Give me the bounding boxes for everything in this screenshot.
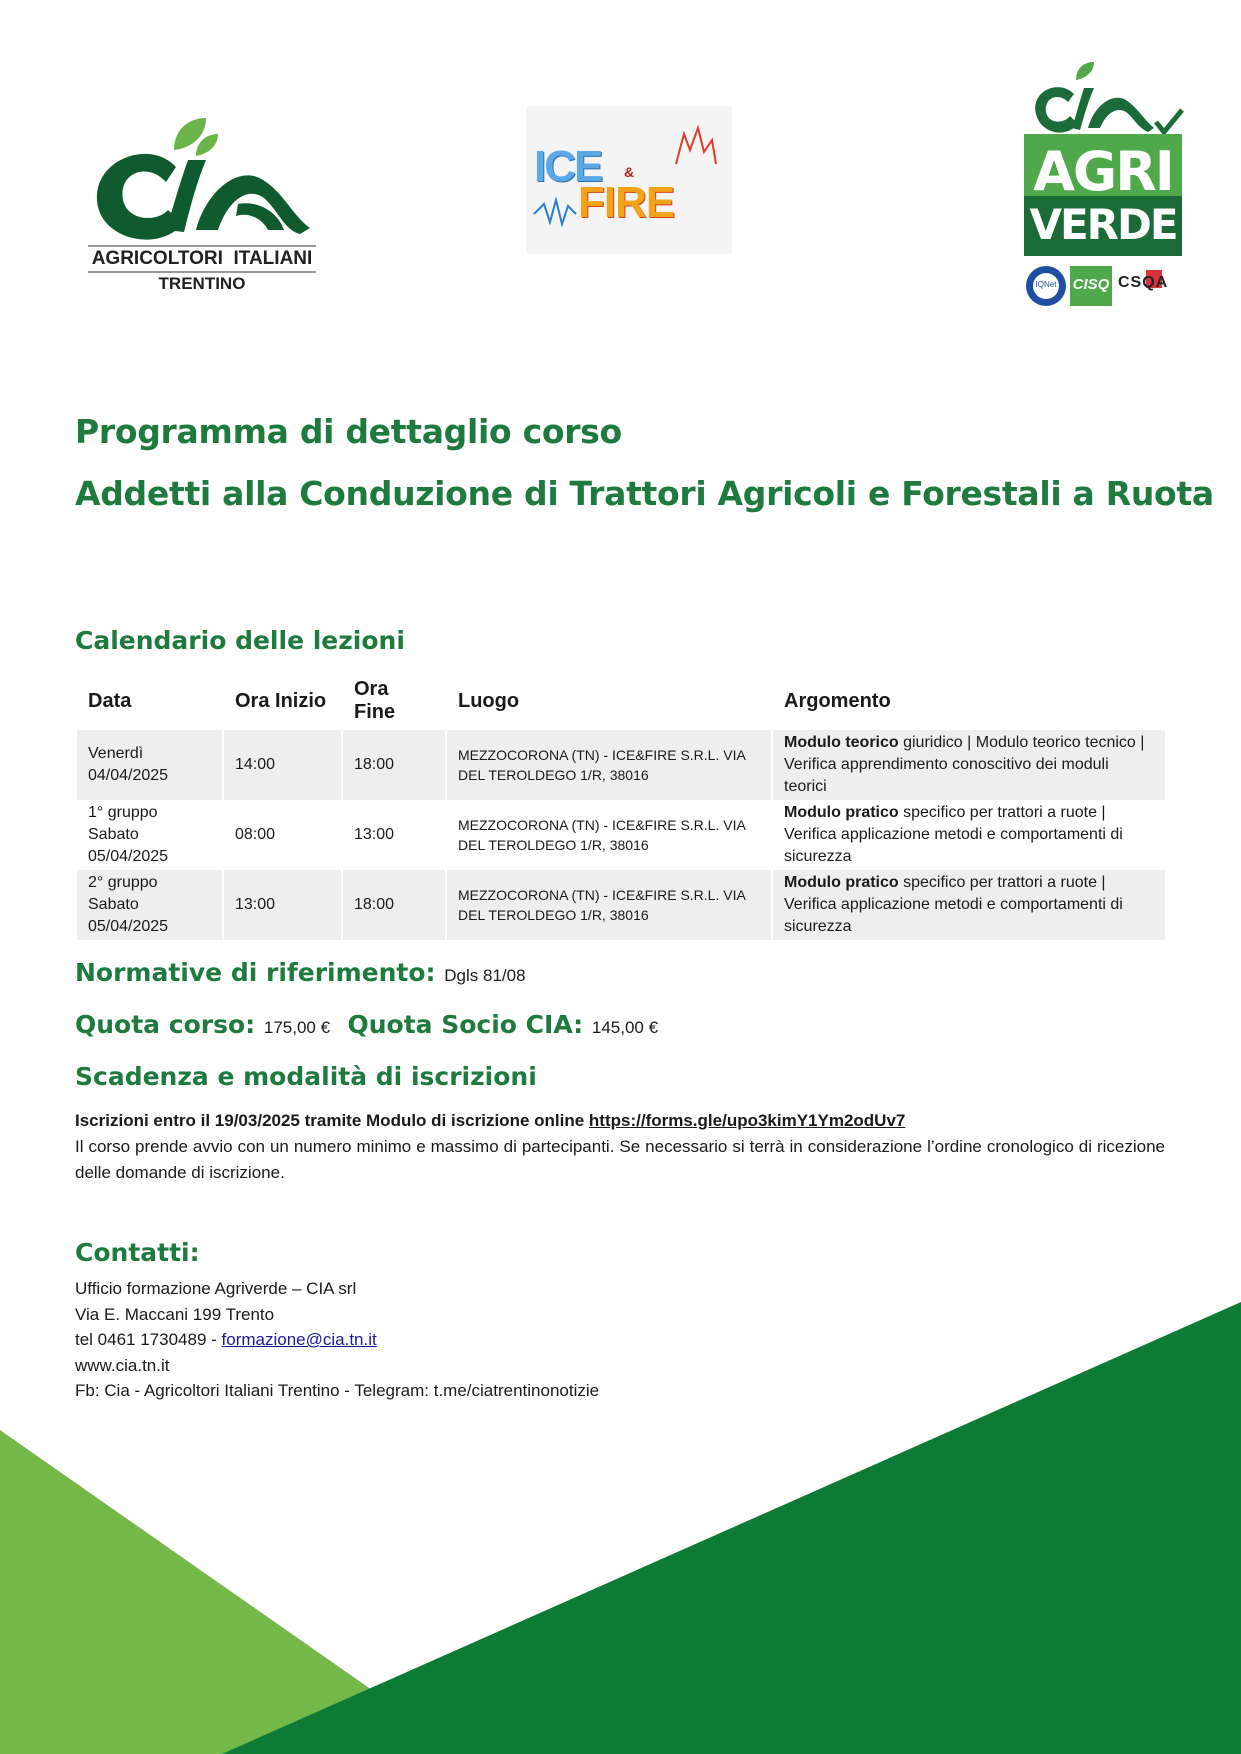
argomento-text: specifico per trattori a ruote | Verifica applicazione metodi e comportamenti di sicurezza bbox=[784, 804, 1123, 865]
cell-luogo: MEZZOCORONA (TN) - ICE&FIRE S.R.L. VIA DEL TEROLDEGO 1/R, 38016 bbox=[458, 817, 746, 853]
icefire-word-fire: FIRE bbox=[578, 178, 675, 227]
table-row bbox=[77, 800, 1165, 870]
contact-address: Via E. Maccani 199 Trento bbox=[75, 1304, 275, 1324]
icefire-logo bbox=[526, 106, 732, 254]
quota-value: 175,00 € bbox=[263, 1018, 331, 1037]
cia-logo bbox=[88, 112, 316, 302]
icefire-word-ice: ICE bbox=[534, 142, 602, 191]
quota-label: Quota corso: bbox=[75, 1010, 256, 1039]
cell-data-line: Venerdì bbox=[88, 745, 144, 762]
cia-logo-line1: AGRICOLTORI ITALIANI bbox=[91, 248, 313, 269]
argomento-text: specifico per trattori a ruote | Verifica applicazione metodi e comportamenti di sicurezza bbox=[784, 874, 1123, 935]
cell-ora-inizio: 08:00 bbox=[235, 826, 276, 843]
iscrizioni-deadline: Iscrizioni entro il 19/03/2025 tramite Modulo di iscrizione online bbox=[75, 1111, 589, 1130]
cell-ora-inizio: 14:00 bbox=[224, 730, 341, 800]
argomento-bold: Modulo teorico bbox=[784, 734, 899, 751]
normative-line bbox=[75, 958, 526, 987]
contact-social: Fb: Cia - Agricoltori Italiani Trentino - Telegram: t.me/ciatrentinonotizie bbox=[75, 1381, 600, 1400]
column-header-ora-inizio: Ora Inizio bbox=[235, 689, 327, 712]
cell-data-line: 1° gruppo bbox=[88, 804, 158, 821]
column-header-argomento: Argomento bbox=[784, 689, 891, 712]
schedule-table bbox=[75, 672, 1167, 940]
column-header-luogo: Luogo bbox=[458, 689, 520, 712]
iscrizioni-block bbox=[75, 1108, 1165, 1186]
argomento-bold: Modulo pratico bbox=[784, 804, 899, 821]
quota-socio-label: Quota Socio CIA: bbox=[347, 1010, 584, 1039]
table-row bbox=[77, 870, 1165, 940]
cell-data bbox=[77, 870, 222, 940]
normative-label: Normative di riferimento: bbox=[75, 958, 436, 987]
cell-luogo: MEZZOCORONA (TN) - ICE&FIRE S.R.L. VIA DEL TEROLDEGO 1/R, 38016 bbox=[447, 730, 771, 800]
contact-phone-line bbox=[75, 1327, 599, 1353]
cell-argomento bbox=[773, 730, 1165, 800]
quota-line bbox=[75, 1010, 658, 1039]
contact-office: Ufficio formazione Agriverde – CIA srl bbox=[75, 1279, 357, 1298]
cell-data-line: 05/04/2025 bbox=[88, 848, 169, 865]
cell-data-line: Sabato bbox=[88, 896, 139, 913]
cia-logo-line2: TRENTINO bbox=[158, 274, 246, 293]
argomento-bold: Modulo pratico bbox=[784, 874, 899, 891]
table-header-row bbox=[77, 672, 1165, 730]
cell-data bbox=[77, 730, 222, 800]
title-line-1: Programma di dettaglio corso bbox=[75, 412, 622, 451]
agriverde-top-word: AGRI bbox=[1033, 140, 1173, 203]
argomento-text: giuridico | Modulo teorico tecnico | Verifica apprendimento conoscitivo dei moduli teorici bbox=[784, 734, 1145, 795]
agriverde-bottom-word: VERDE bbox=[1029, 200, 1177, 249]
cert-csqa: CSQA bbox=[1118, 274, 1169, 291]
column-header-data: Data bbox=[88, 689, 132, 712]
cell-data-line: 2° gruppo bbox=[88, 874, 158, 891]
contact-phone: tel 0461 1730489 - bbox=[75, 1330, 222, 1349]
cell-ora-fine: 13:00 bbox=[354, 826, 395, 843]
agriverde-logo bbox=[1022, 62, 1186, 310]
title-line-2: Addetti alla Conduzione di Trattori Agricoli e Forestali a Ruota bbox=[75, 474, 1214, 513]
contatti-heading: Contatti: bbox=[75, 1238, 200, 1267]
normative-value: Dgls 81/08 bbox=[444, 966, 526, 985]
contacts-block bbox=[75, 1276, 599, 1404]
cell-data bbox=[77, 800, 222, 870]
calendar-heading: Calendario delle lezioni bbox=[75, 626, 405, 655]
cell-data-line: Sabato bbox=[88, 826, 139, 843]
cell-argomento bbox=[773, 800, 1165, 870]
iscrizioni-heading: Scadenza e modalità di iscrizioni bbox=[75, 1062, 537, 1091]
contact-email-link[interactable]: formazione@cia.tn.it bbox=[221, 1330, 377, 1349]
cell-argomento bbox=[773, 870, 1165, 940]
table-row bbox=[77, 730, 1165, 800]
cell-data-line: 04/04/2025 bbox=[88, 767, 169, 784]
registration-form-link[interactable]: https://forms.gle/upo3kimY1Ym2odUv7 bbox=[588, 1111, 906, 1130]
cert-iqnet: IQNet bbox=[1035, 280, 1057, 289]
cell-luogo: MEZZOCORONA (TN) - ICE&FIRE S.R.L. VIA DEL TEROLDEGO 1/R, 38016 bbox=[447, 870, 771, 940]
icefire-ampersand: & bbox=[624, 164, 635, 180]
cell-ora-inizio: 13:00 bbox=[224, 870, 341, 940]
iscrizioni-paragraph: Il corso prende avvio con un numero minimo e massimo di partecipanti. Se necessario si terrà in considerazione l’ordine cronologico di ricezione delle domande di iscrizione. bbox=[75, 1137, 1165, 1182]
column-header-ora-fine: Ora Fine bbox=[354, 678, 396, 723]
cell-data-line: 05/04/2025 bbox=[88, 918, 169, 935]
contact-website: www.cia.tn.it bbox=[75, 1355, 170, 1375]
cell-ora-fine: 18:00 bbox=[343, 730, 445, 800]
cell-ora-fine: 18:00 bbox=[343, 870, 445, 940]
quota-socio-value: 145,00 € bbox=[591, 1018, 659, 1037]
cert-cisq: CISQ bbox=[1072, 276, 1110, 293]
